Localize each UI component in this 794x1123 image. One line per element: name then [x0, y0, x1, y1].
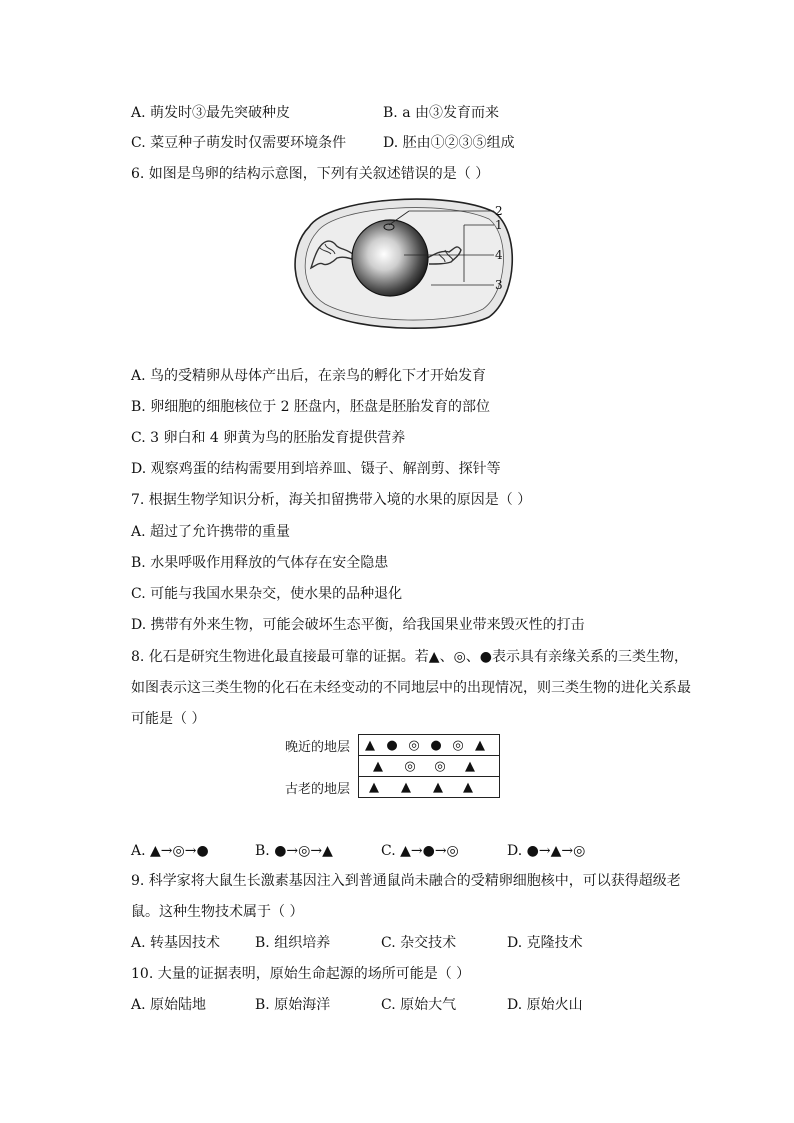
fossil-symbol: ● — [430, 737, 442, 753]
q9-stem-line-1: 9. 科学家将大鼠生长激素基因注入到普通鼠尚未融合的受精卵细胞核中，可以获得超级老 — [131, 873, 681, 889]
q8-stem-line-3: 可能是（ ） — [131, 711, 206, 727]
q8-option-a: A. ▲→◎→● — [131, 843, 209, 859]
q5-option-d: D. 胚由①②③⑤组成 — [383, 135, 515, 151]
q8-stem-line-2: 如图表示这三类生物的化石在未经变动的不同地层中的出现情况，则三类生物的进化关系最 — [131, 680, 691, 696]
q10-option-c: C. 原始大气 — [381, 997, 457, 1013]
fossil-symbol: ◎ — [404, 758, 416, 774]
q6-stem: 6. 如图是鸟卵的结构示意图，下列有关叙述错误的是（ ） — [131, 166, 490, 182]
egg-label-albumen: 3 — [495, 278, 503, 292]
q7-option-b: B. 水果呼吸作用释放的气体存在安全隐患 — [131, 555, 389, 571]
q9-option-c: C. 杂交技术 — [381, 935, 457, 951]
strata-label-ancient: 古老的地层 — [285, 781, 351, 797]
q8-stem-line-1: 8. 化石是研究生物进化最直接最可靠的证据。若▲、◎、●表示具有亲缘关系的三类生物， — [131, 649, 689, 665]
fossil-symbol: ▲ — [463, 779, 473, 795]
fossil-symbol: ▲ — [369, 779, 379, 795]
bird-egg-diagram — [289, 192, 514, 332]
q5-option-c: C. 菜豆种子萌发时仅需要环境条件 — [131, 135, 347, 151]
strata-row-middle — [359, 756, 500, 777]
q9-option-d: D. 克隆技术 — [507, 935, 583, 951]
q9-option-a: A. 转基因技术 — [131, 935, 221, 951]
q6-option-c: C. 3 卵白和 4 卵黄为鸟的胚胎发育提供营养 — [131, 430, 406, 446]
q6-option-d: D. 观察鸡蛋的结构需要用到培养皿、镊子、解剖剪、探针等 — [131, 461, 501, 477]
fossil-symbol: ▲ — [373, 758, 383, 774]
fossil-symbol: ◎ — [434, 758, 446, 774]
q5-option-b: B. a 由③发育而来 — [383, 105, 499, 121]
fossil-symbol: ▲ — [401, 779, 411, 795]
q6-option-b: B. 卵细胞的细胞核位于 2 胚盘内，胚盘是胚胎发育的部位 — [131, 399, 490, 415]
q8-option-c: C. ▲→●→◎ — [381, 843, 459, 859]
fossil-symbol: ▲ — [475, 737, 485, 753]
fossil-symbol: ◎ — [408, 737, 420, 753]
fossil-symbol: ● — [386, 737, 398, 753]
q5-option-a: A. 萌发时③最先突破种皮 — [131, 105, 291, 121]
yolk — [352, 220, 428, 296]
q10-option-b: B. 原始海洋 — [255, 997, 331, 1013]
fossil-symbol: ▲ — [433, 779, 443, 795]
strata-label-recent: 晚近的地层 — [285, 739, 351, 755]
strata-row-ancient — [359, 777, 500, 798]
fossil-strata-table — [285, 734, 500, 798]
q7-option-d: D. 携带有外来生物，可能会破坏生态平衡，给我国果业带来毁灭性的打击 — [131, 617, 585, 633]
egg-label-shell: 1 — [495, 218, 503, 232]
fossil-symbol: ◎ — [452, 737, 464, 753]
q7-option-a: A. 超过了允许携带的重量 — [131, 524, 291, 540]
q8-option-b: B. ●→◎→▲ — [255, 843, 333, 859]
egg-label-germinal-disc: 2 — [495, 204, 503, 218]
q8-option-d: D. ●→▲→◎ — [507, 843, 586, 859]
q10-option-a: A. 原始陆地 — [131, 997, 207, 1013]
egg-label-yolk: 4 — [495, 248, 503, 262]
fossil-symbol: ▲ — [465, 758, 475, 774]
fossil-symbol: ▲ — [365, 737, 375, 753]
q10-stem: 10. 大量的证据表明，原始生命起源的场所可能是（ ） — [131, 966, 471, 982]
q6-option-a: A. 鸟的受精卵从母体产出后，在亲鸟的孵化下才开始发育 — [131, 368, 487, 384]
q9-stem-line-2: 鼠。这种生物技术属于（ ） — [131, 904, 304, 920]
strata-row-recent — [359, 735, 500, 756]
q7-option-c: C. 可能与我国水果杂交，使水果的品种退化 — [131, 586, 403, 602]
q10-option-d: D. 原始火山 — [507, 997, 583, 1013]
q9-option-b: B. 组织培养 — [255, 935, 331, 951]
q7-stem: 7. 根据生物学知识分析，海关扣留携带入境的水果的原因是（ ） — [131, 492, 532, 508]
